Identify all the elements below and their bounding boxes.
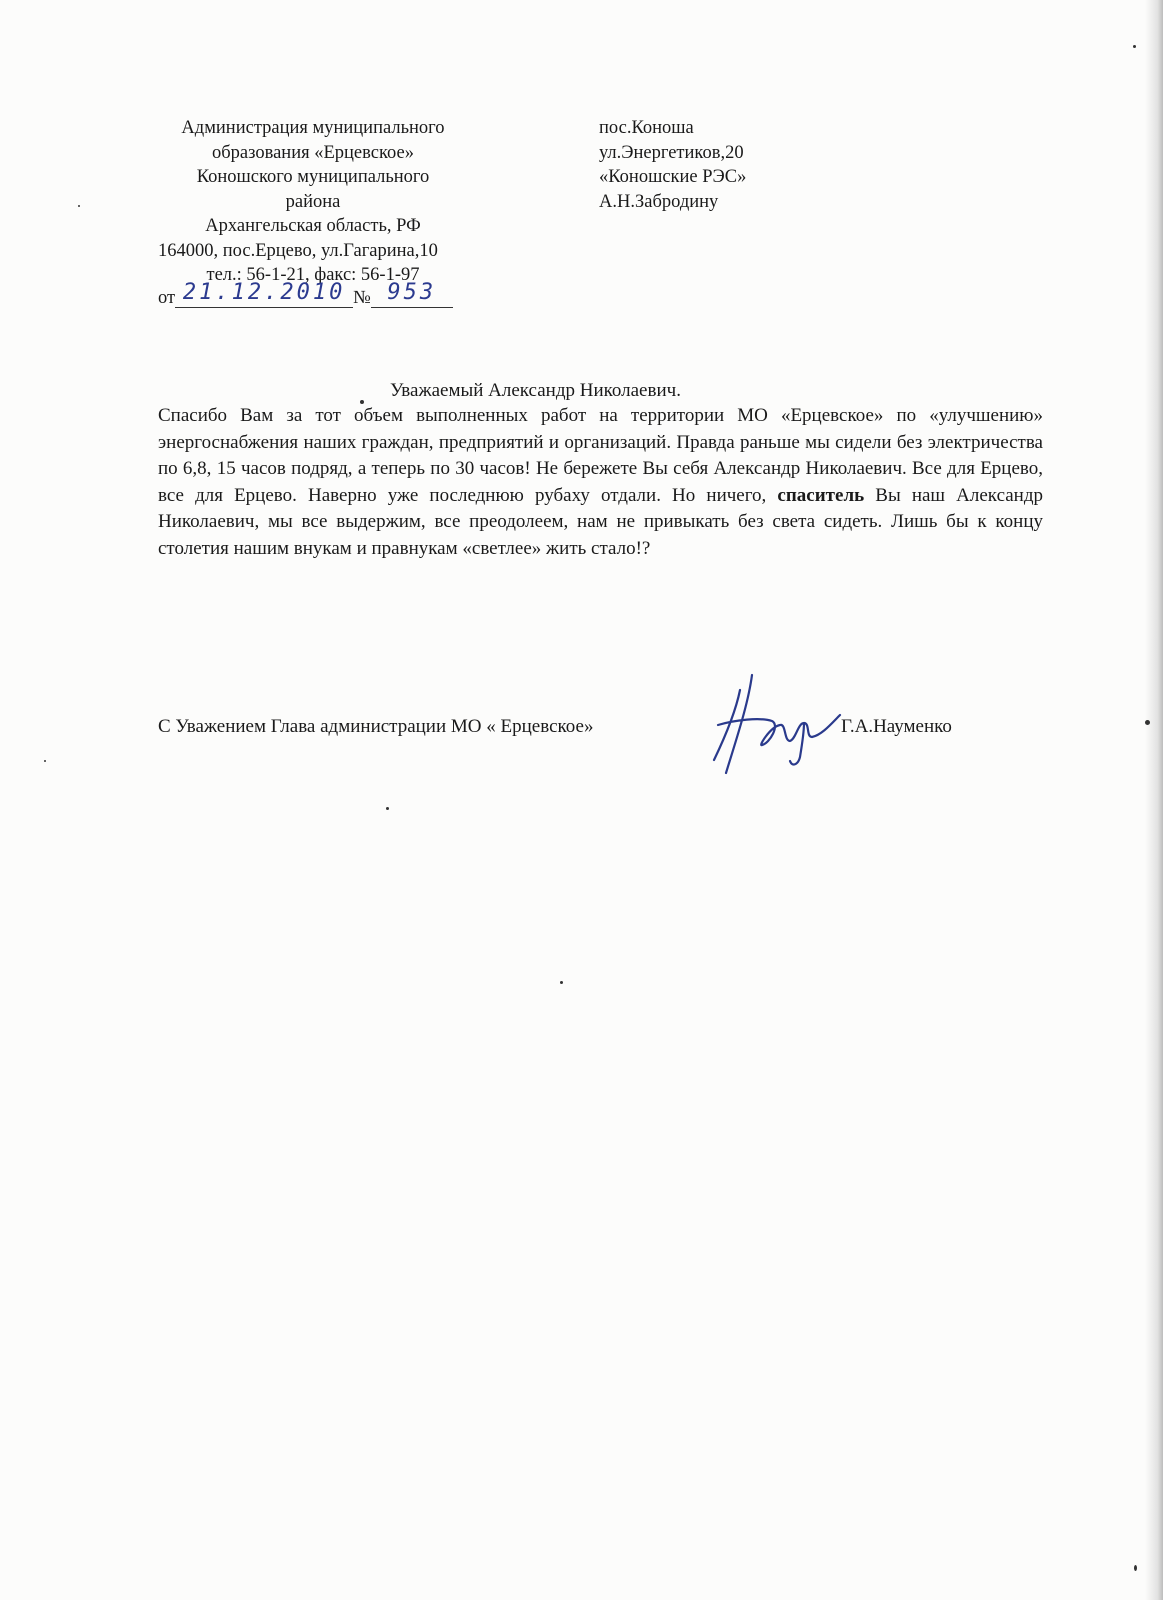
- letter-body: [158, 403, 1043, 562]
- handwritten-date: 21.12.2010: [182, 280, 346, 305]
- recipient-line: ул.Энергетиков,20: [599, 142, 744, 163]
- date-prefix: от: [158, 288, 176, 308]
- number-prefix: №: [353, 288, 371, 308]
- scan-speck: [1133, 45, 1136, 48]
- recipient-line: А.Н.Забродину: [599, 191, 719, 212]
- scan-speck: [1134, 1565, 1137, 1571]
- scan-speck: [386, 807, 389, 810]
- closing-text: С Уважением Глава администрации МО « Ерцевское»: [158, 716, 594, 737]
- body-bold-word: спаситель: [777, 484, 865, 506]
- recipient-line: пос.Коноша: [599, 118, 694, 138]
- sender-line: района: [285, 191, 341, 212]
- scan-speck: [44, 760, 46, 762]
- scan-edge-shadow: [1145, 0, 1163, 1600]
- sender-line: образования «Ерцевское»: [212, 142, 414, 163]
- scan-speck: [78, 205, 80, 207]
- recipient-line: «Коношские РЭС»: [599, 167, 747, 187]
- sender-line: 164000, пос.Ерцево, ул.Гагарина,10: [158, 240, 438, 261]
- date-number-row: [158, 280, 453, 310]
- scan-speck: [360, 400, 364, 404]
- closing-line: [158, 716, 998, 738]
- date-field: [175, 280, 353, 308]
- sender-line: Администрация муниципального: [181, 118, 445, 138]
- number-field: [371, 280, 453, 308]
- sender-line: Архангельская область, РФ: [205, 216, 421, 236]
- sender-line: тел.: 56-1-21, факс: 56-1-97: [206, 265, 420, 285]
- sender-block: [158, 116, 488, 288]
- handwritten-signature: [700, 665, 845, 780]
- handwritten-number: 953: [387, 280, 437, 305]
- salutation: Уважаемый Александр Николаевич.: [390, 380, 681, 401]
- recipient-block: [599, 116, 746, 214]
- body-text-part: Спасибо Вам за тот объем выполненных работ на территории МО «Ерцевское» по «улучшению» энергоснабжения наших граждан, предприятий и организаций. Правда раньше мы сидели без электричества по 6,8, 15 часов подряд, а теперь по 30 часов! Не бережете Вы себя Александр Николаевич. Все для Ерцево, все для Ерцево. Наверно уже последнюю рубаху отдали. Но ничего,: [158, 405, 1043, 506]
- sender-line: Коношского муниципального: [196, 167, 430, 187]
- scan-speck: [1145, 720, 1150, 725]
- signer-name: Г.А.Науменко: [841, 716, 952, 737]
- body-text-part: Вы наш Александр Николаевич, мы все выдержим, все преодолеем, нам не привыкать без света сидеть. Лишь бы к концу столетия нашим внукам и правнукам «светлее» жить стало!?: [158, 484, 1044, 559]
- scan-speck: [560, 981, 563, 984]
